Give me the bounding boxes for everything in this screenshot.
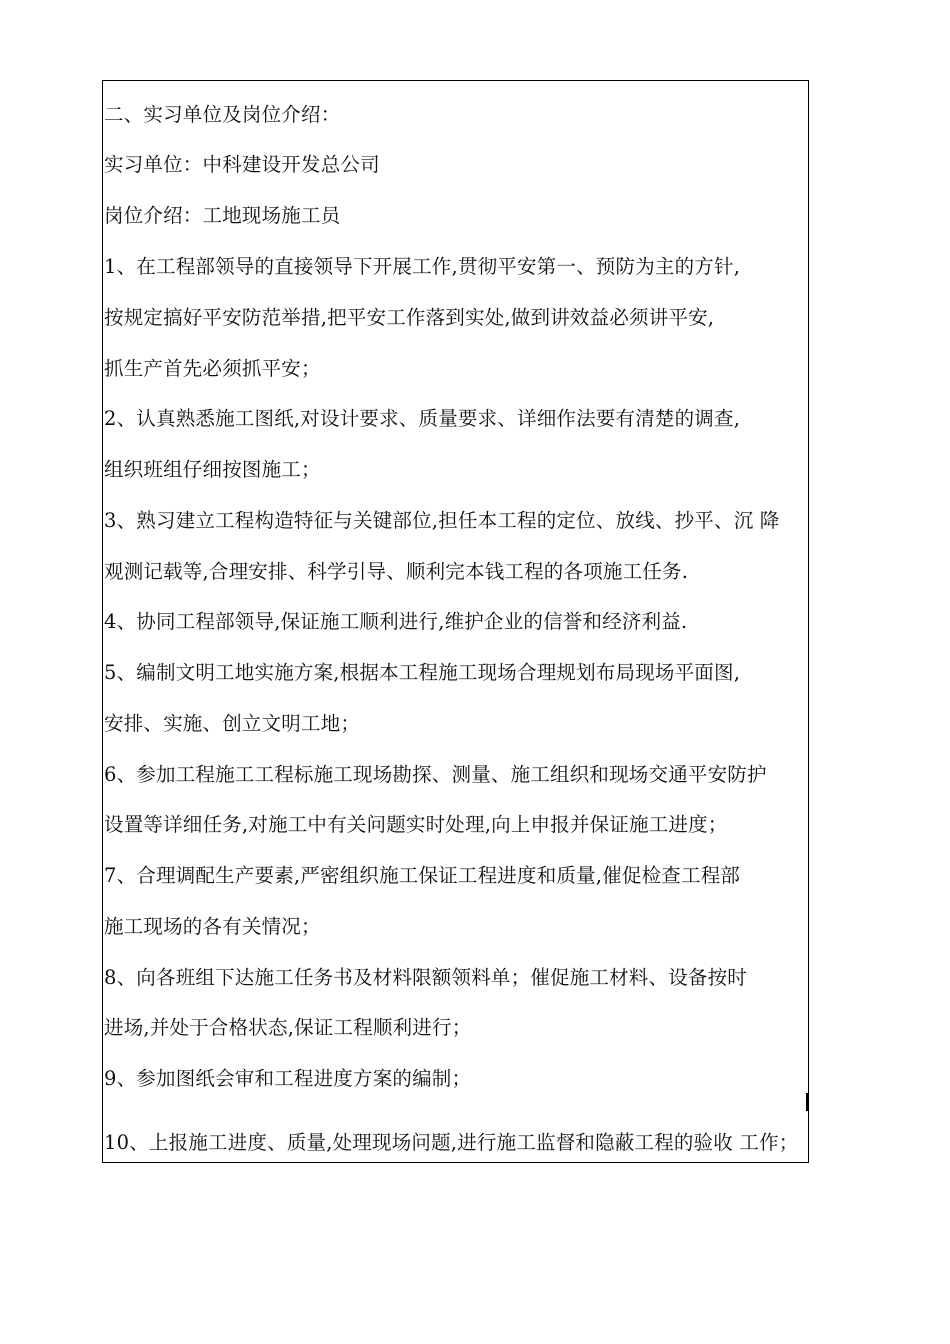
duty-line: 观测记载等,合理安排、科学引导、顺利完本钱工程的各项施工任务. bbox=[104, 560, 689, 583]
duty-line: 2、认真熟悉施工图纸,对设计要求、质量要求、详细作法要有清楚的调查, bbox=[104, 407, 741, 430]
duty-line: 7、合理调配生产要素,严密组织施工保证工程进度和质量,催促检查工程部 bbox=[104, 864, 741, 887]
duty-line: 施工现场的各有关情况； bbox=[104, 915, 321, 938]
duty-line: 按规定搞好平安防范举措,把平安工作落到实处,做到讲效益必须讲平安, bbox=[104, 306, 715, 329]
position-intro: 岗位介绍：工地现场施工员 bbox=[104, 204, 341, 227]
duty-line: 4、协同工程部领导,保证施工顺利进行,维护企业的信誉和经济利益. bbox=[104, 610, 688, 633]
duty-line: 安排、实施、创立文明工地； bbox=[104, 712, 361, 735]
duty-line: 组织班组仔细按图施工； bbox=[104, 458, 321, 481]
duty-line: 10、上报施工进度、质量,处理现场问题,进行施工监督和隐蔽工程的验收 工作； bbox=[104, 1131, 799, 1154]
duty-line: 进场,并处于合格状态,保证工程顺利进行； bbox=[104, 1016, 472, 1039]
duty-line: 3、熟习建立工程构造特征与关键部位,担任本工程的定位、放线、抄平、沉 降 bbox=[104, 509, 780, 532]
duty-line: 5、编制文明工地实施方案,根据本工程施工现场合理规划布局现场平面图, bbox=[104, 661, 741, 684]
duty-line: 设置等详细任务,对施工中有关问题实时处理,向上申报并保证施工进度； bbox=[104, 813, 728, 836]
duty-line: 9、参加图纸会审和工程进度方案的编制； bbox=[104, 1067, 472, 1090]
duty-line: 6、参加工程施工工程标施工现场勘探、测量、施工组织和现场交通平安防护 bbox=[104, 763, 767, 786]
duty-line: 8、向各班组下达施工任务书及材料限额领料单；催促施工材料、设备按时 bbox=[104, 966, 748, 989]
duty-line: 1、在工程部领导的直接领导下开展工作,贯彻平安第一、预防为主的方针, bbox=[104, 255, 741, 278]
internship-unit: 实习单位：中科建设开发总公司 bbox=[104, 153, 380, 176]
border-tick bbox=[806, 1093, 808, 1111]
section-heading: 二、实习单位及岗位介绍： bbox=[104, 103, 341, 126]
duty-line: 抓生产首先必须抓平安； bbox=[104, 357, 321, 380]
